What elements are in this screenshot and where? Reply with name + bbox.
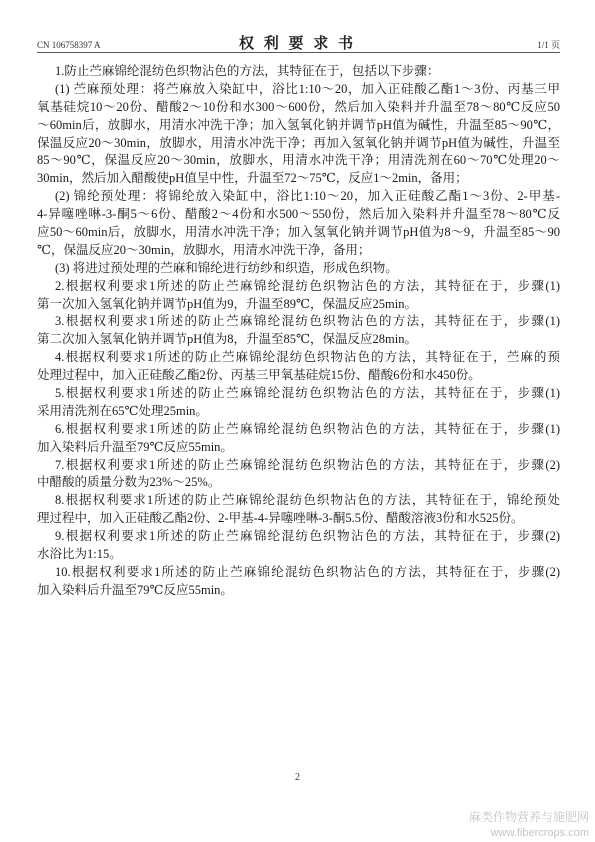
claim-line: 应50～60min后，放脚水，用清水冲洗干净；加入氢氧化钠并调节pH值为8～9，升温至85～90 <box>37 225 560 240</box>
claim-line: 85～90℃，保温反应20～30min，放脚水，用清水冲洗干净；用清洗剂在60～70℃处理20～ <box>37 153 560 168</box>
claim-line: 氧基硅烷10～20份、醋酸2～10份和水300～600份，然后加入染料并升温至78～80℃反应50 <box>37 99 560 114</box>
claim-2 <box>37 278 560 314</box>
claim-line: 采用清洗剂在65℃处理25min。 <box>37 403 208 418</box>
claim-step-3 <box>37 260 560 278</box>
claim-line: 水浴比为1:15。 <box>37 547 122 562</box>
claim-line: 6.根据权利要求1所述的防止苎麻锦纶混纺色织物沾色的方法，其特征在于，步骤(1) <box>55 421 560 436</box>
document-title: 权 利 要 求 书 <box>238 36 356 52</box>
claim-8 <box>37 492 560 528</box>
claim-step-2 <box>37 188 560 260</box>
claim-6 <box>37 421 560 457</box>
claim-line: 9.根据权利要求1所述的防止苎麻锦纶混纺色织物沾色的方法，其特征在于，步骤(2) <box>55 529 560 544</box>
claim-line: 第二次加入氢氧化钠并调节pH值为8，升温至85℃，保温反应28min。 <box>37 332 417 347</box>
page-indicator: 1/1 页 <box>537 40 560 50</box>
claim-9 <box>37 528 560 564</box>
claim-5 <box>37 385 560 421</box>
claim-line: 3.根据权利要求1所述的防止苎麻锦纶混纺色织物沾色的方法，其特征在于，步骤(1) <box>55 314 560 329</box>
claims-list <box>37 63 560 600</box>
claim-step-1 <box>37 81 560 188</box>
claim-line: 处理过程中，加入正硅酸乙酯2份、丙基三甲氧基硅烷15份、醋酸6份和水450份。 <box>37 368 481 383</box>
claim-line: 加入染料后升温至79℃反应55min。 <box>37 582 233 597</box>
claim-4 <box>37 349 560 385</box>
claim-line: 10.根据权利要求1所述的防止苎麻锦纶混纺色织物沾色的方法，其特征在于，步骤(2) <box>55 564 560 579</box>
claim-line: 保温反应20～30min，放脚水，用清水冲洗干净；再加入氢氧化钠并调节pH值为碱性，升温至 <box>37 135 560 150</box>
claim-line: (2) 锦纶预处理：将锦纶放入染缸中，浴比1:10～20，加入正硅酸乙酯1～3份、2-甲基- <box>55 189 560 204</box>
claim-line: 中醋酸的质量分数为23%～25%。 <box>37 475 221 490</box>
claim-10 <box>37 564 560 600</box>
claim-line: (1) 苎麻预处理：将苎麻放入染缸中，浴比1:10～20，加入正硅酸乙酯1～3份、丙基三甲 <box>55 81 560 96</box>
claim-line: ～60min后，放脚水，用清水冲洗干净；加入氢氧化钠并调节pH值为碱性，升温至85～90℃， <box>37 117 560 132</box>
claim-line: 4-异噻唑啉-3-酮5～6份、醋酸2～4份和水500～550份，然后加入染料并升温至78～80℃反 <box>37 207 560 222</box>
watermark-url: www.fibercrops.com <box>490 827 589 839</box>
claim-line: 2.根据权利要求1所述的防止苎麻锦纶混纺色织物沾色的方法，其特征在于，步骤(1) <box>55 278 560 293</box>
claim-1 <box>37 63 560 278</box>
claim-line: 4.根据权利要求1所述的防止苎麻锦纶混纺色织物沾色的方法，其特征在于，苎麻的预 <box>55 350 560 365</box>
claim-line: 30min，然后加入醋酸使pH值呈中性，升温至72～75℃，反应1～2min，备用； <box>37 171 468 186</box>
claim-line: (3) 将进过预处理的苎麻和锦纶进行纺纱和织造，形成色织物。 <box>55 260 398 275</box>
claim-line: 7.根据权利要求1所述的防止苎麻锦纶混纺色织物沾色的方法，其特征在于，步骤(2) <box>55 457 560 472</box>
claim-line: ℃，保温反应20～30min，放脚水，用清水冲洗干净，备用； <box>37 242 371 257</box>
claim-line: 理过程中，加入正硅酸乙酯2份、2-甲基-4-异噻唑啉-3-酮5.5份、醋酸溶液3份和水525份。 <box>37 511 524 526</box>
claim-7 <box>37 457 560 493</box>
watermark-site-name: 麻类作物营养与施肥网 <box>468 810 589 824</box>
claim-line: 1.防止苎麻锦纶混纺色织物沾色的方法，其特征在于，包括以下步骤： <box>55 64 440 78</box>
claim-line: 8.根据权利要求1所述的防止苎麻锦纶混纺色织物沾色的方法，其特征在于，锦纶预处 <box>55 493 560 508</box>
claim-line: 5.根据权利要求1所述的防止苎麻锦纶混纺色织物沾色的方法，其特征在于，步骤(1) <box>55 386 560 401</box>
publication-number: CN 106758397 A <box>37 40 101 50</box>
claim-preamble <box>37 63 560 81</box>
claim-line: 第一次加入氢氧化钠并调节pH值为9，升温至89℃，保温反应25min。 <box>37 296 417 311</box>
header-rule <box>37 52 560 53</box>
page-number: 2 <box>295 772 300 783</box>
claim-3 <box>37 313 560 349</box>
claim-line: 加入染料后升温至79℃反应55min。 <box>37 439 233 454</box>
